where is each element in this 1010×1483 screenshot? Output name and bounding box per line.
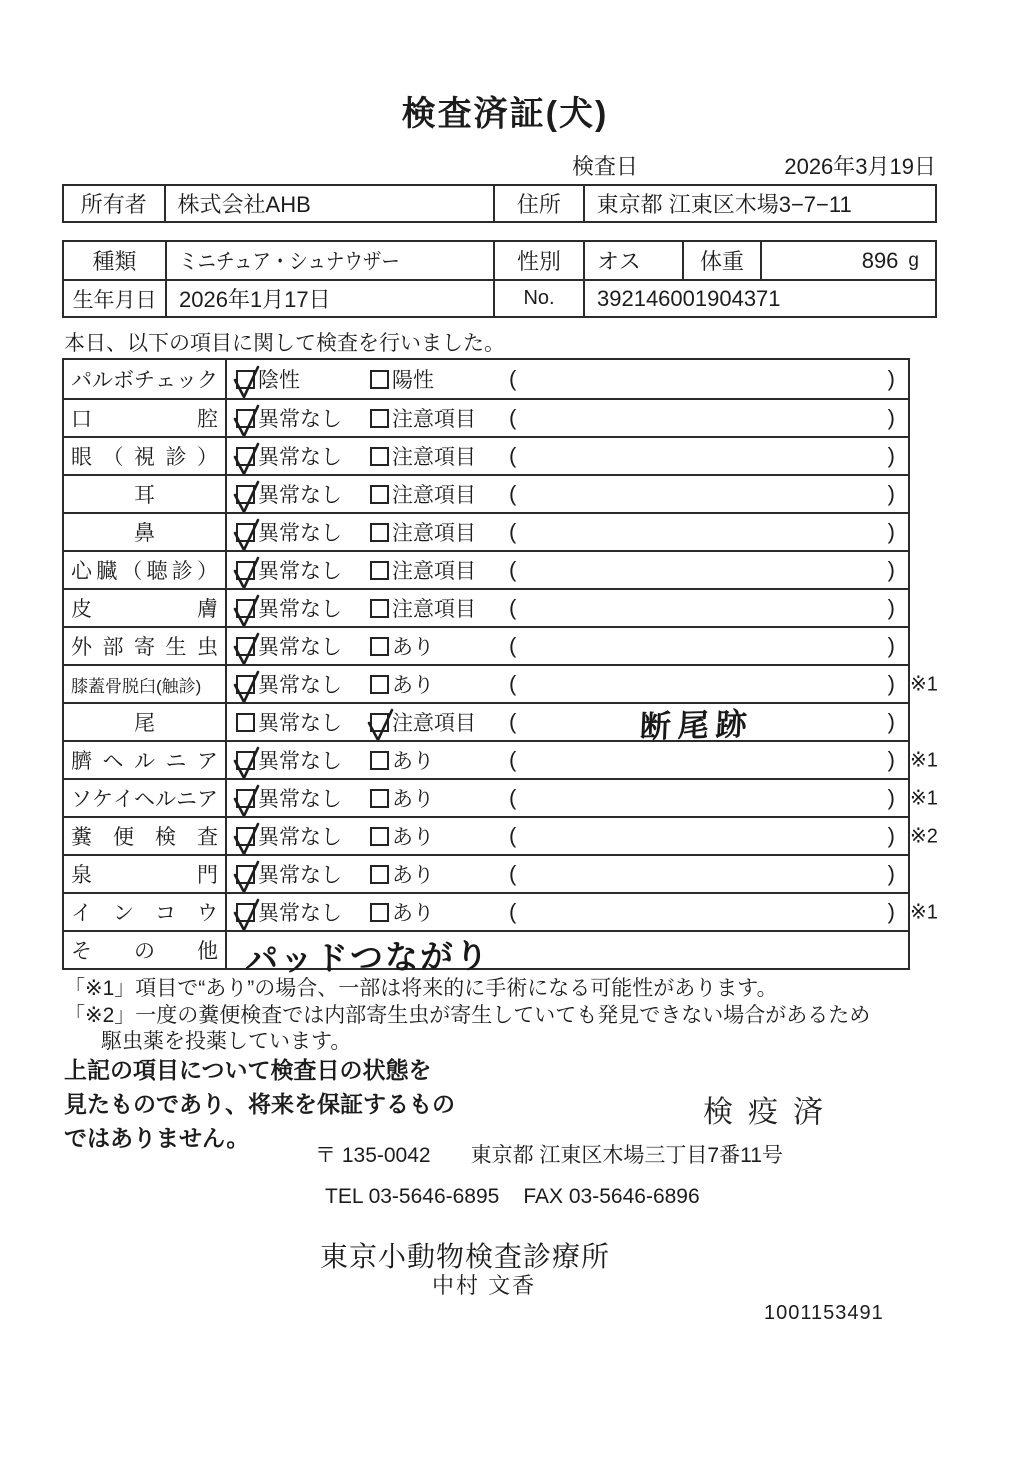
open-paren: ( [509, 595, 517, 620]
close-paren: ) [887, 557, 895, 582]
option-label: 異常なし [258, 522, 342, 545]
clinic-name: 東京小動物検査診療所 [320, 1241, 611, 1272]
footnote-2: 「※2」一度の糞便検査では内部寄生虫が寄生していても発見できない場合があるため [64, 1004, 871, 1027]
unchecked-checkbox-icon [370, 827, 389, 846]
option-label: 異常なし [258, 902, 342, 925]
item-result-area [227, 438, 908, 474]
check-row [64, 702, 908, 745]
owner-label: 所有者 [80, 192, 147, 217]
item-label: パ ル ボ チ ェ ッ ク [64, 360, 227, 398]
option-label: 注意項目 [392, 598, 476, 621]
reference-mark: ※1 [910, 787, 938, 810]
open-paren: ( [509, 709, 517, 734]
weight-label: 体重 [682, 242, 760, 279]
option-label: 注意項目 [392, 408, 476, 431]
checked-checkbox-icon [236, 409, 255, 428]
checked-checkbox-icon [370, 713, 389, 732]
open-paren: ( [509, 443, 517, 468]
close-paren: ) [887, 443, 895, 468]
check-row [64, 398, 908, 436]
unchecked-checkbox-icon [370, 409, 389, 428]
check-row [64, 512, 908, 550]
checkbox-option-1 [236, 856, 342, 892]
item-label: 臍 ヘ ル ニ ア [64, 742, 227, 778]
option-label: 異常なし [258, 408, 342, 431]
checked-checkbox-icon [236, 789, 255, 808]
checkbox-option-1 [236, 360, 300, 398]
open-paren: ( [509, 633, 517, 658]
weight-value: 896 g [760, 242, 935, 279]
unchecked-checkbox-icon [236, 713, 255, 732]
page-title: 検査済証(犬) [401, 95, 609, 133]
owner-value: 株式会社AHB [164, 186, 494, 221]
open-paren: ( [509, 747, 517, 772]
sex-value: オス [583, 242, 682, 279]
open-paren: ( [509, 785, 517, 810]
check-row [64, 436, 908, 474]
checked-checkbox-icon [236, 599, 255, 618]
clinic-tel-fax [325, 1185, 700, 1209]
checkbox-option-2 [370, 552, 476, 588]
checkbox-option-1 [236, 552, 342, 588]
open-paren: ( [509, 481, 517, 506]
option-label: あり [392, 674, 434, 697]
open-paren: ( [509, 899, 517, 924]
checkbox-option-1 [236, 438, 342, 474]
item-result-area [227, 780, 908, 816]
checked-checkbox-icon [236, 447, 255, 466]
unchecked-checkbox-icon [370, 370, 389, 389]
disclaimer-line-1: 上記の項目について検査日の状態を [64, 1057, 432, 1083]
unchecked-checkbox-icon [370, 599, 389, 618]
open-paren: ( [509, 405, 517, 430]
unchecked-checkbox-icon [370, 485, 389, 504]
item-label: 心 臓 （ 聴 診 ） [64, 552, 227, 588]
pet-info-row-2 [64, 279, 935, 316]
checkbox-option-1 [236, 666, 342, 702]
clinic-tel: TEL 03-5646-6895 [325, 1185, 500, 1208]
checkbox-option-2 [370, 438, 476, 474]
check-row [64, 816, 938, 854]
option-label: あり [392, 750, 434, 773]
item-label: 眼 （ 視 診 ） [64, 438, 227, 474]
item-result-area [227, 742, 908, 778]
option-label: あり [392, 902, 434, 925]
item-result-area [227, 400, 908, 436]
close-paren: ) [887, 405, 895, 430]
option-label: 異常なし [258, 560, 342, 583]
checkbox-option-1 [236, 894, 342, 930]
item-result-area [227, 856, 908, 892]
disclaimer-line-2: 見たものであり、将来を保証するもの [64, 1091, 455, 1117]
item-result-area [227, 932, 908, 979]
checkbox-option-2 [370, 360, 434, 398]
paren-content [527, 704, 867, 745]
close-paren: ) [887, 785, 895, 810]
checked-checkbox-icon [236, 485, 255, 504]
open-paren: ( [509, 823, 517, 848]
check-row [64, 360, 908, 398]
open-paren: ( [509, 557, 517, 582]
birthdate-value: 2026年1月17日 [165, 281, 493, 316]
checked-checkbox-icon [236, 637, 255, 656]
item-result-area [227, 894, 908, 930]
close-paren: ) [887, 481, 895, 506]
option-label: 注意項目 [392, 560, 476, 583]
clinic-postal-address [315, 1139, 783, 1169]
option-label: 注意項目 [392, 522, 476, 545]
close-paren: ) [887, 366, 895, 391]
checkbox-option-1 [236, 590, 342, 626]
checkbox-option-2 [370, 780, 434, 816]
unchecked-checkbox-icon [370, 637, 389, 656]
option-label: あり [392, 864, 434, 887]
unchecked-checkbox-icon [370, 523, 389, 542]
option-label: 異常なし [258, 826, 342, 849]
check-row [64, 854, 908, 892]
item-result-area [227, 360, 908, 398]
checkbox-option-1 [236, 818, 342, 854]
reference-mark: ※1 [910, 749, 938, 772]
item-label: ソ ケ イ ヘ ル ニ ア [64, 780, 227, 816]
item-result-area [227, 704, 908, 745]
handwritten-paren-note: 断尾跡 [639, 705, 755, 745]
checked-checkbox-icon [236, 561, 255, 580]
item-result-area [227, 666, 908, 702]
close-paren: ) [887, 595, 895, 620]
handwritten-note: パッドつながり [244, 936, 491, 979]
close-paren: ) [887, 747, 895, 772]
close-paren: ) [887, 519, 895, 544]
birthdate-label: 生年月日 [72, 288, 157, 312]
checkbox-option-2 [370, 894, 434, 930]
inspection-date-value: 2026年3月19日 [784, 154, 936, 179]
check-table-body [62, 358, 938, 979]
weight-unit: g [908, 249, 919, 271]
checked-checkbox-icon [236, 751, 255, 770]
open-paren: ( [509, 861, 517, 886]
check-row [64, 474, 908, 512]
pet-info-row-1 [64, 242, 935, 279]
checked-checkbox-icon [236, 523, 255, 542]
checkbox-option-2 [370, 590, 476, 626]
open-paren: ( [509, 671, 517, 696]
open-paren: ( [509, 519, 517, 544]
checkbox-option-2 [370, 856, 434, 892]
checkbox-option-2 [370, 818, 434, 854]
checked-checkbox-icon [236, 903, 255, 922]
item-result-area [227, 628, 908, 664]
unchecked-checkbox-icon [370, 751, 389, 770]
item-label: 口 腔 [64, 400, 227, 436]
checkbox-option-2 [370, 476, 476, 512]
checkbox-option-2 [370, 514, 476, 550]
item-result-area [227, 476, 908, 512]
veterinarian-name: 中村 文香 [432, 1273, 537, 1298]
check-row [64, 892, 938, 930]
no-value: 392146001904371 [583, 281, 935, 316]
reference-mark: ※1 [910, 673, 938, 696]
option-label: 異常なし [258, 598, 342, 621]
breed-label: 種類 [92, 249, 137, 274]
sex-label: 性別 [493, 242, 583, 279]
item-label: 耳 [64, 476, 227, 512]
check-row [64, 740, 938, 778]
postal-code: 〒 135-0042 [315, 1144, 431, 1167]
checkbox-option-2 [370, 742, 434, 778]
checkbox-option-1 [236, 476, 342, 512]
pet-info-table [62, 240, 937, 318]
close-paren: ) [887, 671, 895, 696]
close-paren: ) [887, 709, 895, 734]
close-paren: ) [887, 861, 895, 886]
unchecked-checkbox-icon [370, 789, 389, 808]
option-label: 異常なし [258, 750, 342, 773]
check-row [64, 550, 908, 588]
option-label: あり [392, 788, 434, 811]
item-label: 尾 [64, 704, 227, 740]
option-label: 注意項目 [392, 712, 476, 735]
option-label: 異常なし [258, 864, 342, 887]
breed-value: ミニチュア・シュナウザー [165, 242, 493, 279]
clinic-fax: FAX 03-5646-6896 [523, 1185, 700, 1208]
checked-checkbox-icon [236, 675, 255, 694]
item-result-area [227, 514, 908, 550]
item-label: 膝蓋骨脱臼(触診) [64, 666, 227, 702]
item-result-area [227, 590, 908, 626]
item-label: 鼻 [64, 514, 227, 550]
checkbox-option-2 [370, 400, 476, 436]
item-label: 泉 門 [64, 856, 227, 892]
item-result-area [227, 552, 908, 588]
address-value: 東京都 江東区木場3−7−11 [583, 186, 935, 221]
close-paren: ) [887, 633, 895, 658]
quarantine-passed-stamp: 検疫済 [703, 1096, 838, 1129]
footnote-2-continued: 駆虫薬を投薬しています。 [101, 1030, 352, 1053]
checkbox-option-2 [370, 666, 434, 702]
unchecked-checkbox-icon [370, 675, 389, 694]
intro-sentence: 本日、以下の項目に関して検査を行いました。 [64, 332, 505, 355]
item-label: そ の 他 [64, 932, 227, 968]
option-label: 注意項目 [392, 446, 476, 469]
item-label: イ ン コ ウ [64, 894, 227, 930]
unchecked-checkbox-icon [370, 865, 389, 884]
checkbox-option-2 [370, 628, 434, 664]
check-row [64, 778, 938, 816]
open-paren: ( [509, 366, 517, 391]
option-label: 異常なし [258, 712, 342, 735]
no-label: No. [493, 281, 583, 316]
checked-checkbox-icon [236, 370, 255, 389]
checkbox-option-1 [236, 628, 342, 664]
option-label: 異常なし [258, 446, 342, 469]
checked-checkbox-icon [236, 865, 255, 884]
clinic-address: 東京都 江東区木場三丁目7番11号 [470, 1144, 783, 1167]
check-row [64, 664, 938, 702]
item-label: 糞 便 検 査 [64, 818, 227, 854]
reference-mark: ※1 [910, 901, 938, 924]
serial-number: 1001153491 [764, 1302, 884, 1324]
checkbox-option-1 [236, 742, 342, 778]
unchecked-checkbox-icon [370, 903, 389, 922]
option-label: 異常なし [258, 636, 342, 659]
option-label: 陰性 [258, 369, 300, 392]
option-label: あり [392, 826, 434, 849]
option-label: あり [392, 636, 434, 659]
option-label: 異常なし [258, 674, 342, 697]
checkbox-option-1 [236, 514, 342, 550]
inspection-date-label: 検査日 [572, 154, 639, 179]
option-label: 注意項目 [392, 484, 476, 507]
option-label: 異常なし [258, 788, 342, 811]
owner-table [62, 184, 937, 223]
checkbox-option-1 [236, 704, 342, 740]
check-row [64, 626, 908, 664]
item-label: 皮 膚 [64, 590, 227, 626]
close-paren: ) [887, 899, 895, 924]
disclaimer-line-3: ではありません。 [64, 1125, 250, 1151]
option-label: 異常なし [258, 484, 342, 507]
unchecked-checkbox-icon [370, 561, 389, 580]
option-label: 陽性 [392, 369, 434, 392]
footnote-1: 「※1」項目で“あり”の場合、一部は将来的に手術になる可能性があります。 [64, 977, 778, 1000]
checked-checkbox-icon [236, 827, 255, 846]
checkbox-option-1 [236, 780, 342, 816]
unchecked-checkbox-icon [370, 447, 389, 466]
reference-mark: ※2 [910, 825, 938, 848]
item-result-area [227, 818, 908, 854]
item-label: 外 部 寄 生 虫 [64, 628, 227, 664]
close-paren: ) [887, 823, 895, 848]
address-label: 住所 [493, 186, 583, 221]
check-row [64, 588, 908, 626]
checkbox-option-2 [370, 704, 476, 740]
check-row [64, 930, 908, 979]
checkbox-option-1 [236, 400, 342, 436]
